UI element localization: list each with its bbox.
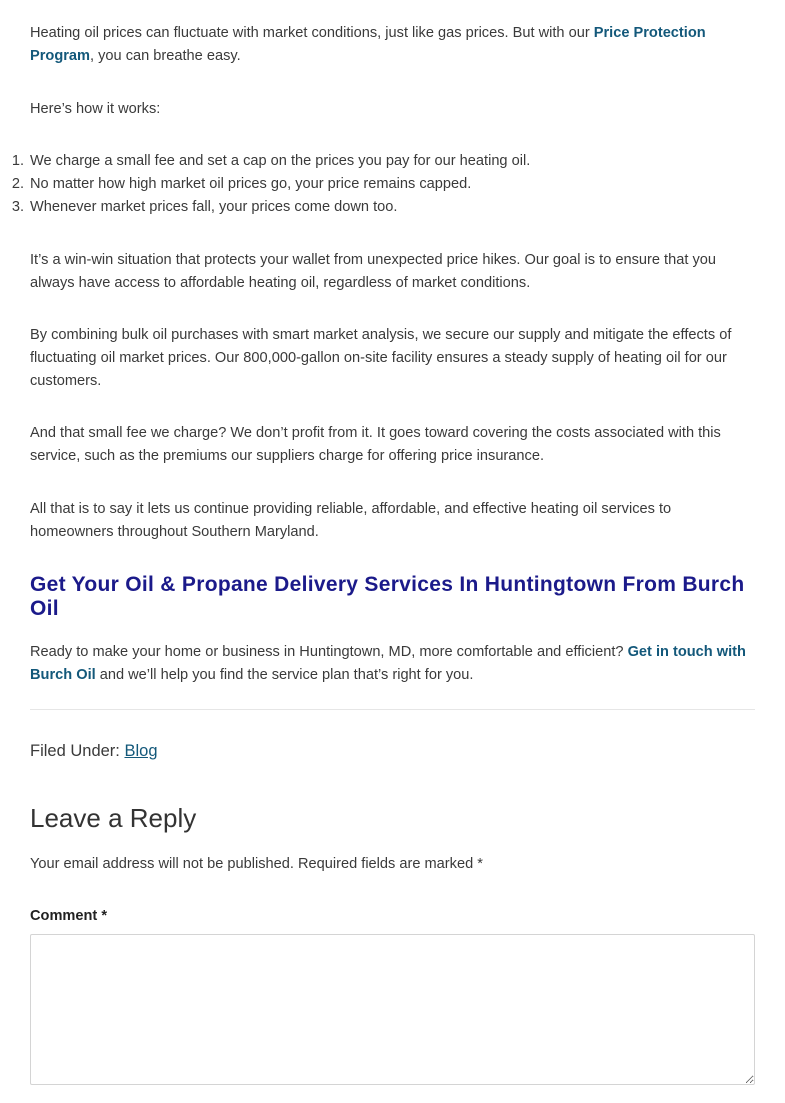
price-protection-link[interactable]: Price Protection Program — [30, 25, 706, 64]
cta-text-end: and we’ll help you find the service plan that’s right for you. — [95, 667, 474, 683]
list-item — [11, 196, 755, 219]
list-number: 3. — [11, 199, 24, 215]
intro-paragraph — [30, 22, 755, 68]
how-it-works-text: Here’s how it works: — [30, 101, 161, 117]
cta-paragraph — [30, 641, 755, 687]
intro-text-end: , you can breathe easy. — [90, 48, 241, 64]
list-item-text: No matter how high market oil prices go, your price remains capped. — [30, 176, 472, 192]
intro-text: Heating oil prices can fluctuate with market conditions, just like gas prices. But with our — [30, 25, 594, 41]
list-item-text: Whenever market prices fall, your prices come down too. — [30, 199, 398, 215]
fee-paragraph: And that small fee we charge? We don’t profit from it. It goes toward covering the costs associated with this service, such as the premiums our suppliers charge for offering price insurance. — [30, 425, 721, 464]
comment-label: Comment * — [30, 908, 108, 924]
clipped-heading — [30, 0, 755, 5]
cta-text: Ready to make your home or business in Huntingtown, MD, more comfortable and efficient? — [30, 644, 628, 660]
steps-list — [11, 150, 755, 219]
comment-textarea[interactable] — [30, 934, 755, 1085]
list-number: 2. — [11, 176, 24, 192]
list-number: 1. — [11, 153, 24, 169]
summary-paragraph: All that is to say it lets us continue providing reliable, affordable, and effective heating oil services to homeowners throughout Southern Maryland. — [30, 501, 672, 540]
section-heading: Get Your Oil & Propane Delivery Services In Huntingtown From Burch Oil — [30, 573, 745, 620]
contact-link[interactable]: Get in touch with Burch Oil — [30, 644, 746, 683]
bulk-paragraph: By combining bulk oil purchases with smart market analysis, we secure our supply and mitigate the effects of fluctuating oil market prices. Our 800,000-gallon on-site facility ensures a steady supply of heating oil for our customers. — [30, 327, 732, 389]
reply-title: Leave a Reply — [30, 803, 197, 833]
win-win-paragraph: It’s a win-win situation that protects your wallet from unexpected price hikes. Our goal is to ensure that you always have access to affordable heating oil, regardless of market conditions. — [30, 252, 716, 291]
comment-notes: Your email address will not be published. Required fields are marked * — [30, 856, 483, 872]
list-item — [11, 150, 755, 173]
list-item — [11, 173, 755, 196]
category-link[interactable]: Blog — [124, 742, 158, 760]
list-item-text: We charge a small fee and set a cap on the prices you pay for our heating oil. — [30, 153, 531, 169]
filed-under — [30, 740, 158, 762]
filed-under-label: Filed Under: — [30, 742, 125, 760]
divider — [30, 709, 755, 710]
